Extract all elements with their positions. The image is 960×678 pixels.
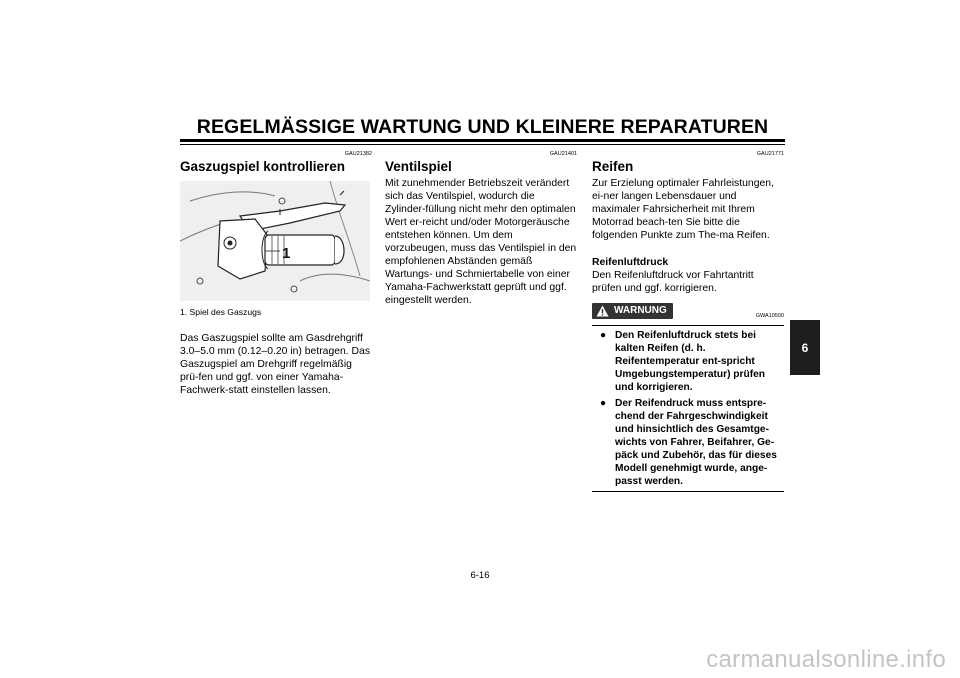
section-body: Das Gaszugspiel sollte am Gasdrehgriff 3.0–5.0 mm (0.12–0.20 in) betragen. Das Gaszugspiel am Drehgriff regelmäßig prü-fen und ggf. von einer Yamaha-Fachwerk-statt einstellen lassen.	[180, 333, 371, 396]
warning-item	[592, 329, 784, 394]
section-heading: Reifen	[592, 159, 634, 174]
warning-top-rule	[592, 325, 784, 326]
bullet-icon: ●	[600, 330, 607, 341]
header-rule	[180, 139, 785, 142]
header-rule-thin	[180, 144, 785, 145]
section-code: GAU21382	[344, 151, 372, 157]
warning-header	[592, 303, 784, 321]
throttle-grip-illustration	[180, 181, 370, 301]
illustration-caption: 1. Spiel des Gaszugs	[180, 307, 262, 317]
subsection-body: Den Reifenluftdruck vor Fahrtantritt prüfen und ggf. korrigieren.	[592, 270, 754, 294]
warning-item-text: Den Reifenluftdruck stets bei kalten Reifen (d. h. Reifentemperatur ent-spricht Umgebungstemperatur) prüfen und korrigieren.	[615, 330, 765, 393]
section-body: Mit zunehmender Betriebszeit verändert sich das Ventilspiel, wodurch die Zylinder-füllung nicht mehr den optimalen Wert er-reicht und/oder Motorgeräusche entstehen können. Um dem vorzubeugen, muss das Ventilspiel in den empfohlenen Abständen gemäß Wartungs- und Schmiertabelle von einer Yamaha-Fachwerkstatt geprüft und ggf. eingestellt werden.	[385, 178, 577, 306]
page-number: 6-16	[470, 570, 490, 581]
section-code: GAU21401	[549, 151, 577, 157]
chapter-tab: 6	[790, 320, 820, 375]
warning-label	[592, 303, 673, 319]
valve-section	[385, 150, 577, 307]
warning-bottom-rule	[592, 491, 784, 492]
section-heading: Ventilspiel	[385, 159, 452, 174]
warning-triangle-icon	[596, 305, 609, 317]
section-body: Zur Erzielung optimaler Fahrleistungen, ei-ner langen Lebensdauer und maximaler Fahrsicherheit mit Ihrem Motorrad beach-ten Sie bitte die folgenden Punkte zum The-ma Reifen.	[592, 178, 774, 241]
warning-label-text: WARNUNG	[614, 305, 667, 316]
subsection-heading: Reifenluftdruck	[592, 257, 669, 268]
section-heading: Gaszugspiel kontrollieren	[180, 159, 346, 174]
warning-item-text: Der Reifendruck muss entspre-chend der Fahrgeschwindigkeit und hinsichtlich des Gesamtge-wichts von Fahrer, Beifahrer, Ge-päck und Zubehör, das für dieses Modell genehmigt wurde, ange-passt werden.	[615, 398, 777, 487]
warning-code: GWA10500	[755, 313, 784, 319]
section-code: GAU21771	[756, 151, 784, 157]
warning-item	[592, 397, 784, 488]
bullet-icon: ●	[600, 398, 607, 409]
tires-section	[592, 150, 784, 492]
chapter-title: REGELMÄSSIGE WARTUNG UND KLEINERE REPARATUREN	[196, 116, 769, 138]
callout-1: 1	[282, 245, 291, 262]
watermark: carmanualsonline.info	[706, 646, 946, 673]
throttle-section	[180, 150, 372, 397]
throttle-grip-drawing	[180, 181, 370, 301]
